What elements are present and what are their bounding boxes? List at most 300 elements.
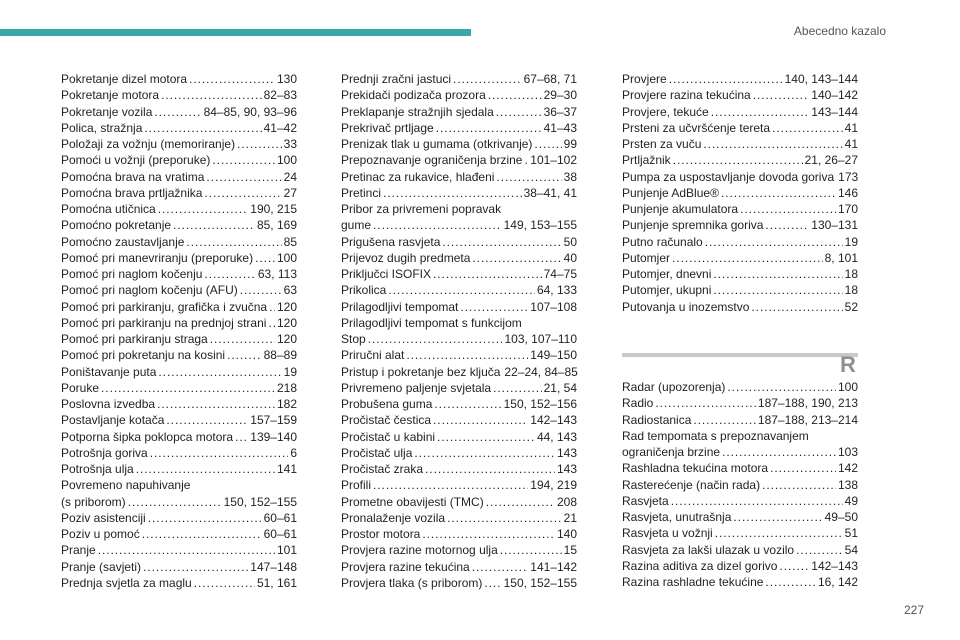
index-entry-term: Rasvjeta za lakši ulazak u vozilo <box>622 542 795 557</box>
index-entry-pages: 60–61 <box>263 510 297 525</box>
index-entry-term: Putomjer, dnevni <box>622 267 712 281</box>
dot-leader <box>425 461 555 477</box>
index-entry <box>61 510 297 526</box>
dot-leader <box>373 217 502 233</box>
index-entry <box>61 331 297 347</box>
dot-leader <box>671 493 843 509</box>
index-entry-pages: 141 <box>276 462 297 476</box>
index-entry <box>622 185 858 201</box>
index-entry <box>341 364 577 380</box>
index-entry-term: Radio <box>622 396 654 411</box>
index-entry-pages: 19 <box>283 364 297 379</box>
index-entry-pages: 120 <box>276 299 297 314</box>
dot-leader <box>150 445 289 461</box>
dot-leader <box>227 347 262 363</box>
section-divider <box>622 353 858 357</box>
index-entry-term: Pomoć pri parkiranju, grafička i zvučna <box>61 299 268 314</box>
index-entry <box>341 542 577 558</box>
index-entry <box>61 461 297 477</box>
index-entry-term: Punjenje AdBlue® <box>622 185 719 200</box>
index-column-1 <box>61 71 297 591</box>
index-entry <box>61 266 297 282</box>
index-entry <box>341 347 577 363</box>
index-entry-term: Priručni alat <box>341 348 405 363</box>
index-entry <box>341 380 577 396</box>
index-entry-pages: 103, 107–110 <box>504 332 577 346</box>
dot-leader <box>154 104 201 120</box>
dot-leader <box>693 412 756 428</box>
dot-leader <box>437 429 535 445</box>
index-entry-pages: 19 <box>844 234 858 249</box>
index-entry-term: Pomoć pri naglom kočenju (AFU) <box>61 283 238 298</box>
index-entry-term: Preklapanje stražnjih sjedala <box>341 104 494 119</box>
index-entry-pages: 41–42 <box>263 120 297 135</box>
index-entry <box>341 250 577 266</box>
index-entry-pages: 21, 26–27 <box>804 153 858 168</box>
dot-leader <box>460 299 528 315</box>
index-entry-term: Pumpa za uspostavljanje dovoda goriva <box>622 169 835 184</box>
index-entry-term: Prigušena rasvjeta <box>341 234 441 249</box>
index-entry <box>341 234 577 250</box>
index-entry-pages: 130 <box>276 72 297 86</box>
dot-leader <box>422 526 555 542</box>
index-entry-pages: 182 <box>276 397 297 411</box>
index-entry-term: Poslovna izvedba <box>61 397 156 411</box>
index-entry-pages: 143–144 <box>811 104 858 119</box>
index-entry-term: Rasvjeta <box>622 493 669 508</box>
index-entry-pages: 50 <box>563 234 577 249</box>
dot-leader <box>472 559 529 575</box>
index-entry-pages: 44, 143 <box>536 429 577 444</box>
dot-leader <box>142 526 262 542</box>
index-entry-term: Pranje <box>61 543 96 558</box>
index-entry <box>61 169 297 185</box>
index-entry-term: Prenizak tlak u gumama (otkrivanje) <box>341 137 533 151</box>
index-entry-term: Pomoćna brava prtljažnika <box>61 185 203 200</box>
index-entry <box>61 299 297 315</box>
dot-leader <box>486 494 555 510</box>
index-entry <box>61 412 297 428</box>
index-entry-term: gume <box>341 218 372 233</box>
index-entry-pages: 27 <box>283 185 297 200</box>
index-entry-term: Privremeno paljenje svjetala <box>341 380 492 395</box>
page-number: 227 <box>903 603 924 617</box>
index-entry-pages: 107–108 <box>530 299 577 314</box>
dot-leader <box>383 185 522 201</box>
index-entry <box>61 477 297 510</box>
index-entry-term: Pomoćno pokretanje <box>61 218 172 233</box>
dot-leader <box>453 71 522 87</box>
dot-leader <box>484 575 501 591</box>
dot-leader <box>194 575 255 591</box>
dot-leader <box>534 136 561 152</box>
index-entry <box>61 575 297 591</box>
dot-leader <box>373 477 528 493</box>
index-entry-term: Poziv asistenciji <box>61 510 146 525</box>
index-entry <box>61 315 297 331</box>
index-entry-term: Pročistač čestica <box>341 413 432 428</box>
index-entry-pages: 40 <box>563 250 577 265</box>
index-entry <box>341 104 577 120</box>
index-entry <box>341 169 577 185</box>
dot-leader <box>240 282 282 298</box>
index-entry <box>341 185 577 201</box>
index-entry-term: Pomoć pri parkiranju straga <box>61 332 208 346</box>
dot-leader <box>727 379 836 395</box>
index-entry-pages: 41–43 <box>543 120 577 135</box>
page-header-title: Abecedno kazalo <box>793 24 886 38</box>
index-entry-term: Putomjer, ukupni <box>622 283 712 298</box>
index-entry-pages: 140 <box>556 527 577 541</box>
index-entry-term: Pokretanje dizel motora <box>61 72 188 86</box>
index-entry-pages: 141–142 <box>530 559 577 574</box>
index-entry-pages: 29–30 <box>543 88 577 103</box>
index-entry <box>341 575 577 591</box>
index-entry <box>622 169 858 185</box>
index-entry-term: Pomoć pri manevriranju (preporuke) <box>61 250 254 265</box>
index-entry-term: Priključci ISOFIX <box>341 267 432 281</box>
index-entry-term: Prednja svjetla za maglu <box>61 575 192 590</box>
index-entry-term: Pronalaženje vozila <box>341 510 446 525</box>
index-entry <box>622 460 858 476</box>
index-entry <box>622 477 858 493</box>
index-entry-pages: 49 <box>844 493 858 508</box>
index-entry <box>622 152 858 168</box>
index-entry <box>341 299 577 315</box>
index-entry-pages: 218 <box>276 380 297 395</box>
index-entry-pages: 143 <box>556 445 577 460</box>
dot-leader <box>762 477 836 493</box>
dot-leader <box>237 136 282 152</box>
index-entry <box>341 136 577 152</box>
index-entry-pages: 150, 152–156 <box>503 397 577 411</box>
index-entry-pages: 187–188, 190, 213 <box>757 396 858 411</box>
index-entry-term: Probušena guma <box>341 397 433 411</box>
dot-leader <box>148 510 262 526</box>
index-entry <box>61 87 297 103</box>
index-entry <box>341 526 577 542</box>
index-entry-term: Potrošnja ulja <box>61 462 134 476</box>
index-entry-term: Potrošnja goriva <box>61 445 148 460</box>
index-entry-pages: 24 <box>283 169 297 184</box>
dot-leader <box>779 558 809 574</box>
index-entry <box>622 509 858 525</box>
index-entry-term: Potporna šipka poklopca motora <box>61 429 234 444</box>
index-entry-pages: 16, 142 <box>817 575 858 589</box>
dot-leader <box>144 120 261 136</box>
dot-leader <box>436 120 542 136</box>
index-entry <box>622 136 858 152</box>
dot-leader <box>772 120 843 136</box>
index-entry-pages: 101 <box>276 543 297 558</box>
index-entry-term: Pomoći u vožnji (preporuke) <box>61 153 211 168</box>
index-entry-term: Rasvjeta, unutrašnja <box>622 510 732 524</box>
index-entry-term: Pretinac za rukavice, hlađeni <box>341 169 495 184</box>
index-entry-pages: 194, 219 <box>530 478 577 493</box>
header-accent-bar <box>0 29 471 36</box>
dot-leader <box>733 509 822 525</box>
index-column-3 <box>622 71 858 315</box>
dot-leader <box>204 185 281 201</box>
index-entry-term: Pomoć pri parkiranju na prednjoj strani <box>61 315 267 330</box>
index-entry <box>341 282 577 298</box>
dot-leader <box>496 169 561 185</box>
dot-leader <box>447 510 562 526</box>
index-entry-term: Prometne obavijesti (TMC) <box>341 494 484 509</box>
index-entry-term: Pomoćna brava na vratima <box>61 169 205 184</box>
index-entry-pages: 85 <box>283 234 297 249</box>
index-entry <box>622 71 858 87</box>
index-entry-pages: 54 <box>844 542 858 557</box>
index-entry-term: Položaji za vožnju (memoriranje) <box>61 137 236 151</box>
index-entry <box>341 445 577 461</box>
dot-leader <box>158 364 281 380</box>
dot-leader <box>740 201 836 217</box>
index-entry-pages: 139–140 <box>250 429 297 444</box>
index-entry-pages: 38–41, 41 <box>523 185 577 200</box>
index-entry-term-line: Pribor za privremeni popravak <box>341 202 502 216</box>
index-entry <box>341 412 577 428</box>
index-entry-term: Rashladna tekućina motora <box>622 461 769 476</box>
index-entry-pages: 41 <box>844 120 858 135</box>
dot-leader <box>713 266 842 282</box>
index-entry <box>341 396 577 412</box>
index-entry-pages: 142–143 <box>530 413 577 428</box>
index-entry-pages: 49–50 <box>824 510 858 524</box>
index-entry <box>61 136 297 152</box>
index-entry-term: Pretinci <box>341 185 382 200</box>
dot-leader <box>751 299 842 315</box>
index-entry-term: Pročistač u kabini <box>341 429 436 444</box>
dot-leader <box>655 395 756 411</box>
index-entry <box>622 87 858 103</box>
index-entry-term: Rasterećenje (način rada) <box>622 477 761 492</box>
index-entry-pages: 149, 153–155 <box>503 218 577 233</box>
dot-leader <box>158 201 249 217</box>
index-entry-term: Pročistač zraka <box>341 462 424 476</box>
index-entry-term-line: Povremeno napuhivanje <box>61 478 191 493</box>
index-entry-term: Prsteni za učvršćenje tereta <box>622 120 771 135</box>
index-entry-pages: 82–83 <box>263 88 297 103</box>
index-entry <box>341 429 577 445</box>
dot-leader <box>204 266 255 282</box>
dot-leader <box>406 347 528 363</box>
dot-leader <box>715 525 843 541</box>
dot-leader <box>268 315 275 331</box>
dot-leader <box>368 331 503 347</box>
index-entry-term: Prednji zračni jastuci <box>341 72 452 86</box>
index-entry <box>61 542 297 558</box>
dot-leader <box>161 87 262 103</box>
dot-leader <box>210 331 275 347</box>
index-entry-pages: 74–75 <box>543 267 577 281</box>
index-entry-term: Polica, stražnja <box>61 120 143 135</box>
index-entry <box>341 461 577 477</box>
index-entry-pages: 36–37 <box>543 104 577 119</box>
index-entry-pages: 120 <box>276 332 297 346</box>
index-entry-term: Stop <box>341 332 366 346</box>
index-entry <box>622 379 858 395</box>
index-entry-pages: 190, 215 <box>250 202 297 216</box>
index-entry-term: Putomjer <box>622 250 671 265</box>
index-entry <box>61 429 297 445</box>
index-entry-term: Pročistač ulja <box>341 445 413 460</box>
index-entry-pages: 103 <box>837 445 858 459</box>
index-entry-pages: 15 <box>563 543 577 558</box>
index-entry <box>622 217 858 233</box>
dot-leader <box>434 396 501 412</box>
index-entry <box>622 120 858 136</box>
index-entry <box>61 282 297 298</box>
index-entry-pages: 130–131 <box>811 218 858 233</box>
index-entry-pages: 149–150 <box>530 348 577 363</box>
index-entry-term: Provjere, tekuće <box>622 104 709 119</box>
dot-leader <box>705 234 843 250</box>
index-entry <box>341 494 577 510</box>
index-entry <box>61 250 297 266</box>
index-entry-term-line: Prilagodljivi tempomat s funkcijom <box>341 315 522 330</box>
dot-leader <box>770 460 836 476</box>
index-entry-term: ograničenja brzine <box>622 445 721 459</box>
index-entry-pages: 147–148 <box>250 559 297 574</box>
index-entry-term: Radiostanica <box>622 412 692 427</box>
index-entry-pages: 41 <box>844 137 858 151</box>
index-entry-term: Prostor motora <box>341 527 421 541</box>
index-entry-pages: 60–61 <box>263 527 297 541</box>
dot-leader <box>269 299 275 315</box>
index-entry <box>61 104 297 120</box>
index-entry-pages: 64, 133 <box>536 283 577 298</box>
dot-leader <box>765 217 809 233</box>
index-entry <box>61 445 297 461</box>
index-entry-pages: 146 <box>837 185 858 200</box>
index-entry-pages: 150, 152–155 <box>223 494 297 509</box>
index-entry-pages: 51 <box>844 526 858 541</box>
index-entry-term: Pristup i pokretanje bez ključa <box>341 364 501 379</box>
dot-leader <box>212 152 275 168</box>
index-entry-pages: 170 <box>837 202 858 216</box>
dot-leader <box>101 380 275 396</box>
index-entry <box>61 396 297 412</box>
index-column-2 <box>341 71 577 591</box>
index-entry-term: Pomoć pri pokretanju na kosini <box>61 348 226 363</box>
index-entry-pages: 21 <box>563 510 577 525</box>
section-letter-r: R <box>840 352 856 377</box>
index-entry-pages: 22–24, 84–85 <box>504 364 578 379</box>
index-entry <box>622 104 858 120</box>
dot-leader <box>488 87 542 103</box>
index-entry-term: Poruke <box>61 380 100 395</box>
index-entry <box>341 152 577 168</box>
index-entry-pages: 142–143 <box>811 558 858 573</box>
index-entry-pages: 140–142 <box>811 88 858 103</box>
dot-leader <box>500 542 562 558</box>
index-entry-pages: 67–68, 71 <box>523 72 577 86</box>
index-entry-pages: 143 <box>556 462 577 476</box>
index-entry-term: Pokretanje vozila <box>61 104 153 119</box>
dot-leader <box>255 250 275 266</box>
index-entry-pages: 63, 113 <box>257 267 297 281</box>
index-entry-pages: 150, 152–155 <box>503 575 577 590</box>
index-entry <box>622 428 858 461</box>
index-entry-term: Rasvjeta u vožnji <box>622 526 713 541</box>
index-entry <box>622 250 858 266</box>
index-entry-term: Putovanja u inozemstvo <box>622 299 750 314</box>
dot-leader <box>235 429 248 445</box>
index-entry-pages: 85, 169 <box>256 218 297 233</box>
index-entry <box>341 510 577 526</box>
index-entry-pages: 52 <box>844 299 858 314</box>
index-entry <box>341 266 577 282</box>
index-entry <box>622 574 858 590</box>
dot-leader <box>98 542 275 558</box>
index-entry-term: Punjenje akumulatora <box>622 202 739 216</box>
index-entry-pages: 21, 54 <box>543 380 577 395</box>
index-entry-pages: 63 <box>283 283 297 298</box>
index-entry-pages: 173 <box>838 169 859 184</box>
dot-leader <box>189 71 275 87</box>
index-entry-term: Provjera razine tekućina <box>341 559 470 574</box>
dot-leader <box>721 185 836 201</box>
index-entry-pages: 18 <box>844 283 858 298</box>
index-entry-term: Prsten za vuču <box>622 137 702 151</box>
index-entry-pages: 6 <box>290 445 297 460</box>
dot-leader <box>796 542 843 558</box>
dot-leader <box>173 217 255 233</box>
index-entry-pages: 120 <box>276 315 297 330</box>
index-entry <box>61 71 297 87</box>
index-entry <box>61 201 297 217</box>
index-entry <box>61 364 297 380</box>
index-entry <box>61 559 297 575</box>
dot-leader <box>669 71 783 87</box>
index-entry-term: Radar (upozorenja) <box>622 380 726 394</box>
index-entry-term: Poništavanje puta <box>61 364 157 379</box>
dot-leader <box>186 234 281 250</box>
dot-leader <box>472 250 561 266</box>
dot-leader <box>722 444 836 460</box>
index-entry <box>622 525 858 541</box>
index-entry-pages: 100 <box>276 250 297 265</box>
index-entry-term: Prekrivač prtljage <box>341 120 434 135</box>
dot-leader <box>128 494 222 510</box>
index-entry-term: (s priborom) <box>61 494 126 509</box>
dot-leader <box>136 461 275 477</box>
index-entry-pages: 84–85, 90, 93–96 <box>203 104 297 119</box>
index-entry-pages: 88–89 <box>263 348 297 363</box>
index-entry-term: Putno računalo <box>622 234 703 249</box>
index-entry-term: Pokretanje motora <box>61 88 160 103</box>
index-entry-term: Postavljanje kotača <box>61 413 165 428</box>
dot-leader <box>496 104 542 120</box>
dot-leader <box>166 412 248 428</box>
dot-leader <box>765 574 816 590</box>
index-entry-term: Prepoznavanje ograničenja brzine <box>341 153 523 168</box>
index-entry-term: Prilagodljivi tempomat <box>341 299 459 314</box>
index-entry-pages: 101–102 <box>530 153 577 168</box>
index-entry <box>61 526 297 542</box>
index-entry-term: Razina rashladne tekućine <box>622 575 764 589</box>
index-entry-term: Punjenje spremnika goriva <box>622 218 764 233</box>
index-entry <box>622 234 858 250</box>
index-entry-term: Pomoćna utičnica <box>61 202 156 216</box>
index-entry <box>61 234 297 250</box>
index-entry <box>622 201 858 217</box>
dot-leader <box>672 250 823 266</box>
index-entry-term: Pomoćno zaustavljanje <box>61 234 185 249</box>
index-entry <box>622 266 858 282</box>
index-entry <box>622 299 858 315</box>
